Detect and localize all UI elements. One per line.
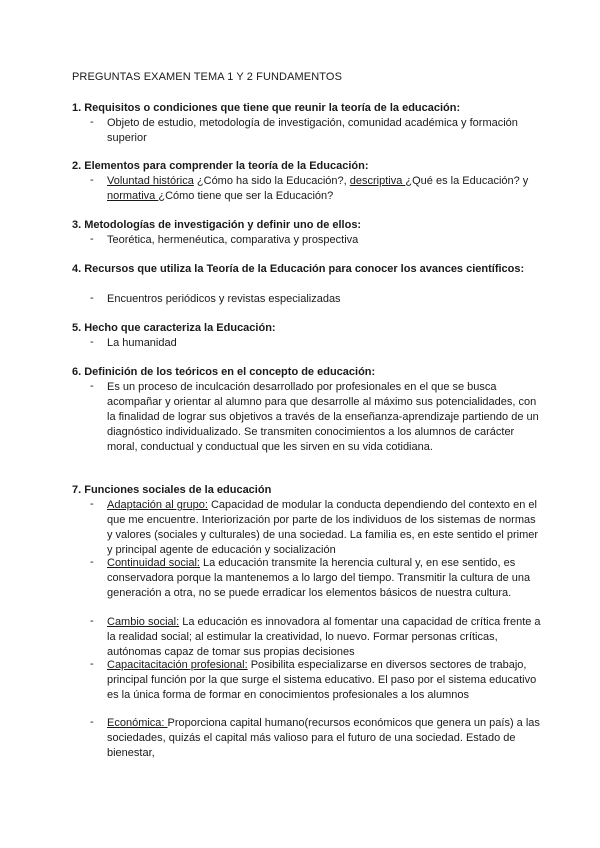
function-desc: La educación es innovadora al fomentar una capacidad de crítica frente a la realidad social; al estimular la creatividad, lo nuevo. Formar personas críticas, autónomas capaz de tomar sus propias decisiones bbox=[107, 616, 541, 658]
answer-text bbox=[107, 615, 542, 660]
function-term: Cambio social: bbox=[107, 616, 180, 628]
bullet-dash: - bbox=[90, 556, 94, 568]
function-desc: La educación transmite la herencia cultural y, en ese sentido, es conservadora porque la mantenemos a lo largo del tiempo. Transmitir la cultura de una generación a otra, no se puede erradicar los elementos básicos de nuestra cultura. bbox=[107, 557, 531, 599]
answer-text: Teorética, hermenéutica, comparativa y prospectiva bbox=[107, 234, 359, 246]
answer-text-part: ¿Qué es la Educación? y bbox=[405, 175, 529, 187]
answer-text: Es un proceso de inculcación desarrollado por profesionales en el que se busca acompañar y orientar al alumno para que desarrolle al máximo sus potencialidades, con la finalidad de lograr sus objetivos a través de la enseñanza-aprendizaje partiendo de un diagnóstico individualizado. Se transmiten conocimientos a los alumnos de carácter moral, conductual y conductual que les sirven en su vida cotidiana. bbox=[107, 381, 539, 453]
term-descriptiva: descriptiva bbox=[349, 175, 406, 187]
answer-text: Encuentros periódicos y revistas especializadas bbox=[107, 293, 341, 305]
question-1-heading: 1. Requisitos o condiciones que tiene que reunir la teoría de la educación: bbox=[72, 102, 461, 114]
bullet-dash: - bbox=[90, 174, 94, 186]
term-voluntad-historica: Voluntad histórica bbox=[107, 175, 194, 187]
question-2-heading: 2. Elementos para comprender la teoría de la Educación: bbox=[72, 160, 369, 172]
function-term: Capacitacitación profesional: bbox=[107, 659, 248, 671]
answer-text bbox=[107, 174, 542, 204]
bullet-dash: - bbox=[90, 292, 94, 304]
question-3-heading: 3. Metodologías de investigación y definir uno de ellos: bbox=[72, 219, 362, 231]
bullet-dash: - bbox=[90, 615, 94, 627]
answer-text-part: ¿Cómo ha sido la Educación?, bbox=[193, 175, 350, 187]
function-desc: Capacidad de modular la conducta dependiendo del contexto en el que me encuentre. Interiorización por parte de los individuos de los sistemas de normas y valores (sociales y culturales) de una sociedad. La familia es, en este sentido el primer y principal agente de educación y socialización bbox=[107, 499, 539, 556]
term-normativa: normativa bbox=[107, 190, 159, 202]
answer-text-part: ¿Cómo tiene que ser la Educación? bbox=[158, 190, 334, 202]
bullet-dash: - bbox=[90, 116, 94, 128]
question-4-heading: 4. Recursos que utiliza la Teoría de la Educación para conocer los avances científicos: bbox=[72, 263, 525, 275]
answer-text bbox=[107, 556, 542, 601]
answer-text bbox=[107, 498, 542, 558]
answer-text: La humanidad bbox=[107, 337, 177, 349]
function-desc: Posibilita especializarse en diversos sectores de trabajo, principal función por la que surge el sistema educativo. El paso por el sistema educativo es la única forma de formar en conocimientos profesionales a los alumnos bbox=[107, 659, 537, 701]
bullet-dash: - bbox=[90, 380, 94, 392]
bullet-dash: - bbox=[90, 336, 94, 348]
function-desc: Proporciona capital humano(recursos económicos que genera un país) a las sociedades, quizás el capital más valioso para el futuro de una sociedad. Estado de bienestar, bbox=[107, 717, 540, 759]
bullet-dash: - bbox=[90, 498, 94, 510]
function-term: Adaptación al grupo: bbox=[107, 499, 208, 511]
bullet-dash: - bbox=[90, 716, 94, 728]
question-5-heading: 5. Hecho que caracteriza la Educación: bbox=[72, 322, 276, 334]
question-6-heading: 6. Definición de los teóricos en el concepto de educación: bbox=[72, 366, 376, 378]
answer-text bbox=[107, 658, 542, 703]
answer-text bbox=[107, 716, 542, 761]
function-term: Continuidad social: bbox=[107, 557, 200, 569]
function-term: Económica: bbox=[107, 717, 168, 729]
bullet-dash: - bbox=[90, 233, 94, 245]
document-title: PREGUNTAS EXAMEN TEMA 1 Y 2 FUNDAMENTOS bbox=[72, 71, 342, 83]
answer-text: Objeto de estudio, metodología de investigación, comunidad académica y formación superior bbox=[107, 117, 518, 144]
question-7-heading: 7. Funciones sociales de la educación bbox=[72, 484, 272, 496]
bullet-dash: - bbox=[90, 658, 94, 670]
